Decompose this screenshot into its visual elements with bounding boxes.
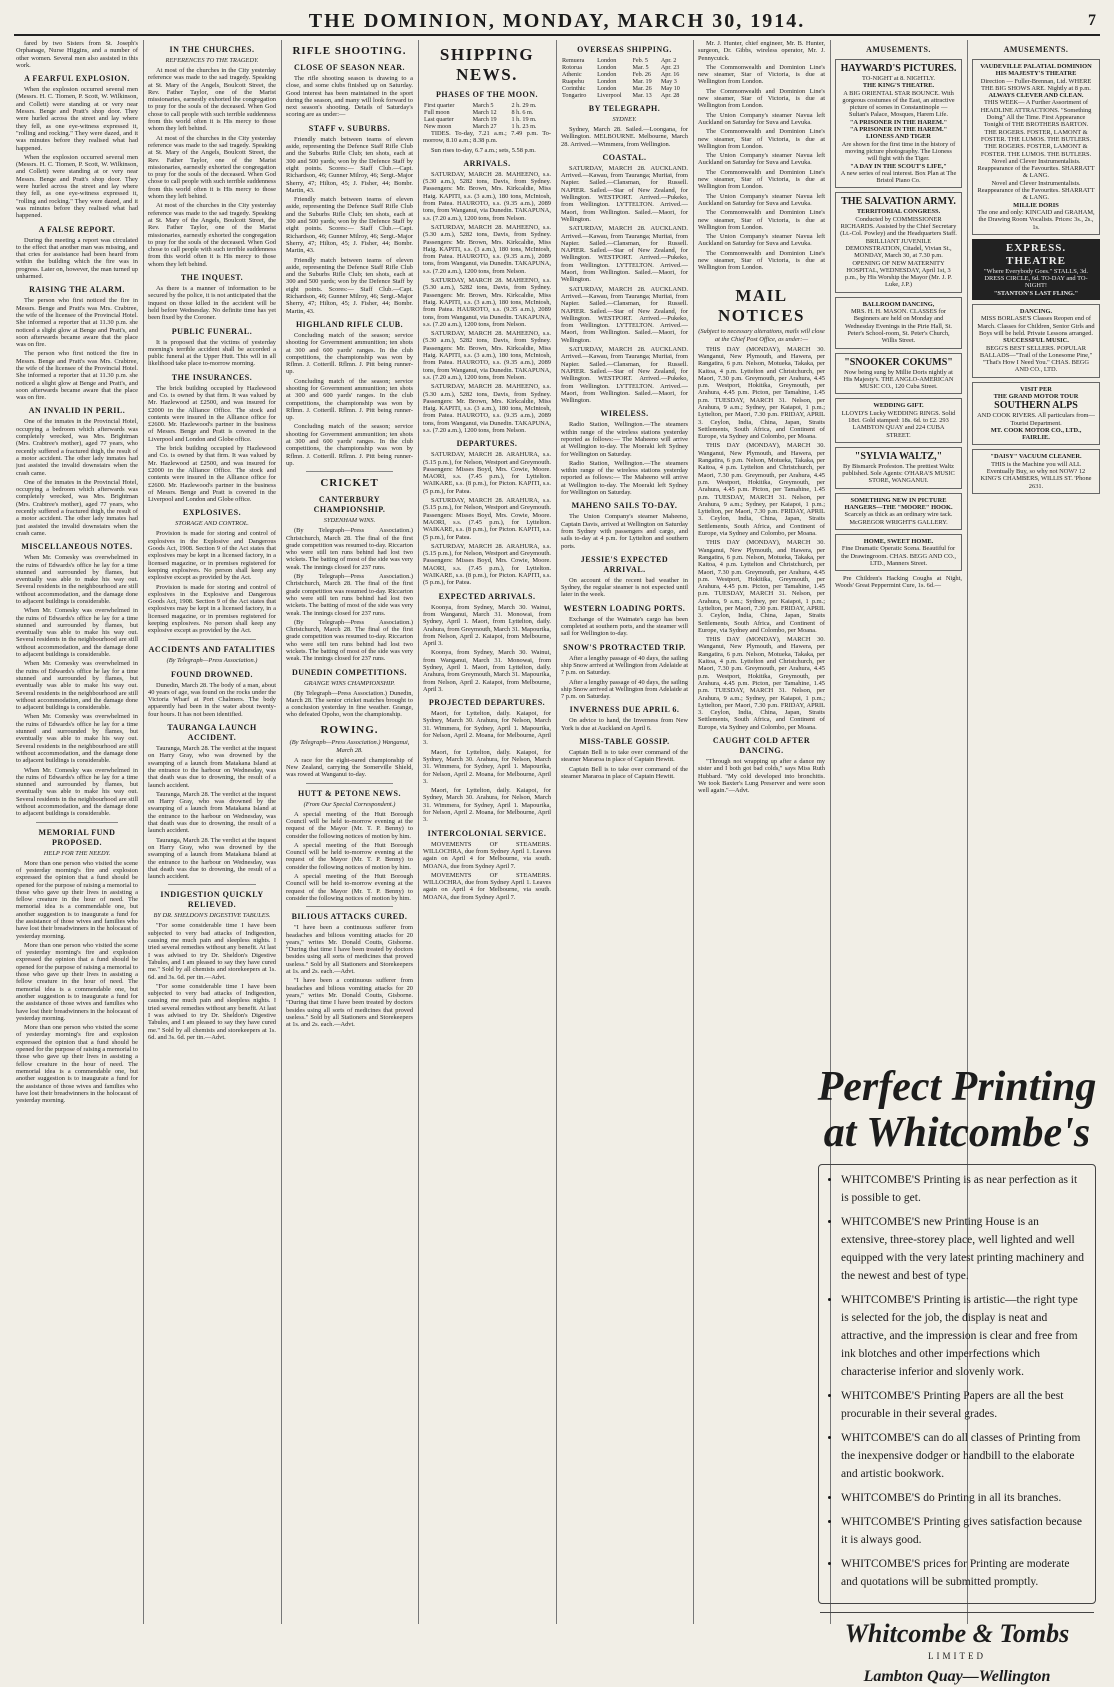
article-body: SATURDAY, MARCH 28. AUCKLAND. Arrived.—Kawau, from Tauranga; Muritai, from Napier. Sailed.—Clansman, for Russell. NAPIER. Sailed.—Star of New Zealand, for Wellington. WESTPORT. Arrived.—Pukeko, from Wellington. LYTTELTON. Arrived.—Maori, from Wellington. Sailed.—Maori, for Wellington. <box>561 346 688 405</box>
article-body: Concluding match of the season; service shooting for Government ammunition; ten shots at 300 and 600 yards' ranges. In the club competitions, the championship was won by Rflmn. J. Cotterill. Rflmn. J. Pitt being runner-up. <box>286 377 413 422</box>
divider <box>306 471 393 472</box>
section-heading: JESSIE'S EXPECTED ARRIVAL. <box>580 554 669 574</box>
section-heading: HUTT & PETONE NEWS. <box>297 788 401 798</box>
ad-title: VAUDEVILLE PALATIAL DOMINION HIS MAJESTY'S THEATRE <box>980 63 1092 78</box>
ad-body: AND COOK RIVERS. All particulars from— Tourist Department. <box>977 412 1095 427</box>
moon-phases-table <box>423 102 551 130</box>
column-5 <box>561 40 688 1624</box>
section-heading: BY TELEGRAPH. <box>588 104 661 113</box>
column-4 <box>423 40 551 1624</box>
column-rule <box>693 40 694 1624</box>
article-body: On advice to hand, the Inverness from New York is due at Auckland on April 6. <box>561 717 688 732</box>
table-row: Corinthic London Mar. 26 May 10 <box>562 85 680 92</box>
article-body: The Commonwealth and Dominion Line's new steamer, Star of Victoria, is due at Wellington from London. <box>698 249 825 272</box>
article-body: (By Telegraph—Press Association.) Christchurch, March 28. The final of the first grade competition was resumed to-day. Riccarton who were still ten runs behind had lost two wickets. The batting of most of the side was very weak. The innings closed for 237 runs. <box>286 527 413 571</box>
ad-body: THE ROGERS. FOSTER, LAMONT & FOSTER. THE LUMOS. THE BUTLERS. <box>980 143 1092 158</box>
page-number: 7 <box>1088 12 1096 29</box>
article-body: Exchange of the Waimate's cargo has been completed at southern ports, and the steamer will sail for Wellington to-day. <box>561 615 688 638</box>
article-body: Friendly match between teams of eleven aside, representing the Defence Staff Rifle Club and the Suburbs Rifle Club; ten shots, each at 300 and 500 yards; won by the Defence Staff by eight points. Scores:— Staff Club.—Capt. Richardson, 46; Gunner Milroy, 46; Sergt.-Major Sherry, 47; Hilton, 45; J. Fisher, 44; Bombr. Martin, 43. <box>286 135 413 194</box>
divider <box>36 822 118 823</box>
section-subheading: (By Telegraph—Press Association.) <box>166 656 258 664</box>
article-body: More than one person who visited the scene of yesterday morning's fire and explosion expressed the opinion that a fund should be opened for the purpose of raising a memorial to those who gave up their lives in assisting a fellow creature in the hour of need. The memorial idea is a commendable one, but another suggestion is to inaugurate a fund for the assistance of those wives and families who have lost their breadwinners in the holocaust of yesterday morning. <box>16 859 138 940</box>
mail-notices-body: THIS DAY (MONDAY), MARCH 30. Wanganui, New Plymouth, and Hawera, per Rangatira, 6 p.m. Nelson, Motueka, Takaka, per Kaitoa, 4 p.m. Lyttelton and Christchurch, per Maori, 7.30 p.m. Greymouth, per Arahura, 4.45 p.m. Westport, Hokitika, Greymouth, per Arahura, 4.45 p.m. Picton, per Tamahine, 1.45 p.m. TUESDAY, MARCH 31. Nelson, per Arahura, 9 a.m.; Sydney, per Kaiapoi, 1 p.m.; Lyttelton, per Maori, 7.30 p.m. FRIDAY, APRIL 3. Ceylon, India, China, Japan, Straits Settlements, South Africa, and Continent of Europe, via Sydney and Colombo, per Moana. <box>698 636 825 731</box>
article-body: (By Telegraph—Press Association.) Christchurch, March 28. The final of the first grade competition was resumed to-day. Riccarton who were still ten runs behind had lost two wickets. The batting of most of the side was very weak. The innings closed for 237 runs. <box>286 618 413 663</box>
section-subheading: (Subject to necessary alterations, mails will close at the Chief Post Office, as under:— <box>698 327 825 343</box>
article-body: The person who first noticed the fire in Messrs. Benge and Pratt's was Mrs. Crabtree, the wife of the licensee of the Provincial Hotel. She informed a reporter that at 11.30 p.m. she noticed a slight glow at Benge and Pratt's, and soon afterwards became aware that the place was on fire. <box>16 297 138 349</box>
advertisement <box>835 192 962 292</box>
ad-bullet: • WHITCOMBE'S Printing is artistic—the right type is selected for the job, the display is neat and attractive, and the impression is clear and free from ink blotches and other imperfections which characterise inferior and slovenly work. <box>841 1291 1087 1381</box>
section-subheading: (From Our Special Correspondent.) <box>303 800 396 808</box>
ad-title: "DAISY" VACUUM CLEANER. <box>990 453 1082 461</box>
column-rule <box>556 40 557 1624</box>
ad-body: THIS WEEK— A Further Assortment of HEADLINE ATTRACTIONS. "Something Doing" All the Time. First Appearance Tonight of THE BROTHERS BARTON. <box>980 99 1092 129</box>
ad-body: Conducted by COMMISSIONER RICHARDS. Assisted by the Chief Secretary (Lt.-Col. Powley) and the Headquarters Staff. <box>840 215 957 238</box>
mail-notices-body: THIS DAY (MONDAY), MARCH 30. Wanganui, New Plymouth, and Hawera, per Rangatira, 6 p.m. Nelson, Motueka, Takaka, per Kaitoa, 4 p.m. Lyttelton and Christchurch, per Maori, 7.30 p.m. Greymouth, per Arahura, 4.45 p.m. Westport, Hokitika, Greymouth, per Arahura, 4.45 p.m. Picton, per Tamahine, 1.45 p.m. TUESDAY, MARCH 31. Nelson, per Arahura, 9 a.m.; Sydney, per Kaiapoi, 1 p.m.; Lyttelton, per Maori, 7.30 p.m. FRIDAY, APRIL 3. Ceylon, India, China, Japan, Straits Settlements, South Africa, and Continent of Europe, via Sydney and Colombo, per Moana. <box>698 539 825 634</box>
article-body: When Mr. Comesky was overwhelmed in the ruins of Edwards's office he lay for a time stunned and surrounded by flames, but eventually was able to make his way out. Several residents in the neighbourhood are still without accommodation, and the damage done to adjacent buildings is considerable. <box>16 554 138 605</box>
ad-body: The one and only: KINCAID and GRAHAM, the Drawing Room Vocalists. Prices: 3s., 2s., 1s. <box>977 208 1095 231</box>
article-body: Tauranga, March 28. The verdict at the inquest on Harry Gray, who was drowned by the swamping of a launch from Matakana Island at the entrance to the harbour on Wednesday, was that death was due to drowning, the result of a launch accident. <box>148 745 276 789</box>
section-heading: IN THE CHURCHES. <box>169 45 255 54</box>
ad-title: THE SALVATION ARMY. <box>841 196 956 208</box>
article-body: Provision is made for storing and control of explosives in the Explosive and Dangerous Goods Act, 1908. Section 9 of the Act states that explosives may be kept in a licensed factory, in a licensed magazine, or in premises registered for keeping explosives. No person shall keep any explosive except as provided by the Act. <box>148 583 276 635</box>
article-body: Sydney, March 28. Sailed.—Loongana, for Wellington. MELBOURNE. Melbourne, March 28. Arrived.—Wimmera, from Wellington. <box>561 126 688 148</box>
advertisement-body: "For some considerable time I have been subjected to very bad attacks of Indigestion, causing me much pain and sleepless nights. I tried several remedies without any benefit. At last I was advised to try Dr. Sheldon's Digestive Tabules, and I am pleased to say they have cured me." Sold by all chemists and storekeepers at 1s. 6d. and 3s. 6d. per tin.—Advt. <box>148 922 276 981</box>
ad-body: A new series of real interest. Box Plan at The Bristol Piano Co. <box>840 169 957 185</box>
advertisement <box>835 447 962 489</box>
section-heading: COASTAL. <box>602 152 647 162</box>
column-8 <box>972 40 1100 1050</box>
ad-body: "Where Everybody Goes." STALLS, 3d. DRESS CIRCLE, 6d. TO-DAY and TO-NIGHT! <box>984 267 1088 290</box>
article-body: The Union Company's steamer Maheeno, Captain Davis, arrived at Wellington on Saturday from Sydney with passengers and cargo, and sails to-day at 4 p.m. for Lyttelton and southern ports. <box>561 513 688 550</box>
advertisement <box>835 534 962 571</box>
ad-venue: THE KING'S THEATRE. <box>862 82 935 90</box>
article-body: When Mr. Comesky was overwhelmed in the ruins of Edwards's office he lay for a time stunned and surrounded by flames, but eventually was able to make his way out. Several residents in the neighbourhood are still without accommodation, and the damage done to adjacent buildings is considerable. <box>16 713 138 765</box>
ad-body: BRILLIANT JUVENILE DEMONSTRATION, Citadel, Vivian St., MONDAY, March 30, at 7.30 p.m. <box>845 237 952 260</box>
ad-body: A BIG ORIENTAL STAR BOUNCE. With gorgeous costumes of the East, an attractive picture of scenes in Constantinople — Sultan's Palace, Mosques, Harem Life. <box>842 89 955 119</box>
article-body: A special meeting of the Hutt Borough Council will be held to-morrow evening at the request of the Mayor (Mr. T. P. Benny) to consider the following notices of motion by him. <box>286 810 413 840</box>
article-body: Tauranga, March 28. The verdict at the inquest on Harry Gray, who was drowned by the swamping of a launch from Matakana Island at the entrance to the harbour on Wednesday, was that death was due to drowning, the result of a launch accident. <box>148 790 276 835</box>
article-body: The person who first noticed the fire in Messrs. Benge and Pratt's was Mrs. Crabtree, the wife of the licensee of the Provincial Hotel. She informed a reporter that at 11.30 p.m. she noticed a slight glow at Benge and Pratt's, and soon afterwards became aware that the place was on fire. <box>16 350 138 402</box>
section-heading: EXPECTED ARRIVALS. <box>438 591 536 601</box>
ad-bullet: • WHITCOMBE'S prices for Printing are moderate and quotations will be submitted promptly. <box>841 1555 1087 1591</box>
column-3 <box>286 40 413 1624</box>
section-heading: A FEARFUL EXPLOSION. <box>24 74 130 84</box>
article-body: SATURDAY, MARCH 28. MAHEENO, s.s. (5.30 a.m.), 5282 tons, Davis, from Sydney. Passengers: Mr. Brown, Mrs. Kirkcaldie, Miss Haig. KAPITI, s.s. (3 a.m.), 180 tons, McIntosh, from Patea. HAUROTO, s.s. (9.35 a.m.), 2089 tons, from Wanganui, via Dunedin. TAKAPUNA, s.s. (7.20 a.m.), 1200 tons, from Nelson. <box>423 330 551 381</box>
advertisement-body: "For some considerable time I have been subjected to very bad attacks of Indigestion, causing me much pain and sleepless nights. I tried several remedies without any benefit. At last I was advised to try Dr. Sheldon's Digestive Tabules, and I am pleased to say they have cured me." Sold by all chemists and storekeepers at 1s. 6d. and 3s. 6d. per tin.—Advt. <box>148 982 276 1041</box>
article-body: Captain Bell is to take over command of the steamer Mararoa in place of Captain Hewitt. <box>561 765 688 780</box>
section-heading: MAHENO SAILS TO-DAY. <box>571 501 678 511</box>
advertisement <box>835 297 962 349</box>
section-heading: ARRIVALS. <box>463 158 511 168</box>
ad-bullet: • WHITCOMBE'S Printing is as near perfection as it is possible to get. <box>841 1171 1087 1207</box>
section-heading: STAFF v. SUBURBS. <box>308 123 391 133</box>
article-body: The brick building occupied by Hazlewood and Co. is owned by that firm. It was valued by Mr. Hazlewood at £2500, and was insured for £2000 in the Alliance Office. The stock and contents were insured in the Alliance office for £2600. Mr. Hazlewood's partner in the business of Messrs. Benge and Pratt is covered in the Liverpool and London and Globe office. <box>148 445 276 504</box>
section-heading: CANTERBURY CHAMPIONSHIP. <box>313 495 386 515</box>
article-body: After a lengthy passage of 40 days, the sailing ship Snow arrived at Wellington from Adelaide at 7 p.m. on Saturday. <box>561 678 688 701</box>
masthead <box>14 4 1100 36</box>
article-body: The brick building occupied by Hazlewood and Co. is owned by that firm. It was valued by Mr. Hazlewood at £2500, and was insured for £2000 in the Alliance Office. The stock and contents were insured in the Alliance office for £2600. Mr. Hazlewood's partner in the business of Messrs. Benge and Pratt is covered in the Liverpool and London and Globe office. <box>148 384 276 443</box>
advertisement <box>972 239 1100 300</box>
article-body: After a lengthy passage of 40 days, the sailing ship Snow arrived at Wellington from Adelaide at 7 p.m. on Saturday. <box>561 654 688 677</box>
section-heading: ROWING. <box>320 723 379 736</box>
ad-subtitle: Direction — Fuller-Brennan, Ltd. WHERE THE BIG SHOWS ARE. Nightly at 8 p.m. <box>980 77 1092 92</box>
article-body: Maori, for Lyttelton, daily. Kaiapoi, for Sydney, March 30. Arahura, for Nelson, March 31. Wimmera, for Sydney, April 1. Mapourika, for Nelson, April 2. Moana, for Melbourne, April 3. <box>423 787 551 824</box>
ad-title: VISIT PER <box>1020 385 1052 393</box>
section-heading: FOUND DROWNED. <box>170 669 254 679</box>
table-row: Tongariro Liverpool Mar. 13 Apr. 28 <box>562 92 680 99</box>
section-heading: THE INQUEST. <box>180 273 244 283</box>
article-body: Koonya, from Sydney, March 30. Wainui, from Wanganui, March 31. Monowai, from Sydney, April 1. Maori, from Lyttelton, daily. Arahura, from Greymouth, March 31. Mapourika, from Nelson, April 2. Kaiapoi, from Melbourne, April 3. <box>423 649 551 693</box>
ad-body: THIS is the Machine you will ALL Eventually Buy, so why not NOW? 12 KING'S CHAMBERS, WILLIS ST. 'Phone 2631. <box>980 460 1092 490</box>
section-heading: EXPLOSIVES. <box>182 508 242 518</box>
printing-advertisement <box>812 1058 1102 1685</box>
ad-body: By Bismarck Profeston. The prettiest Waltz published. Sole Agents: O'HARA'S MUSIC STORE, WANGANUI. <box>842 462 955 485</box>
ad-body: OPENING OF NEW MATERNITY HOSPITAL, WEDNESDAY, April 1st, 3 p.m., by His Worship the Mayor (Mr. J. P. Luke, J.P.) <box>845 259 952 289</box>
article-body: Concluding match of the season; service shooting for Government ammunition; ten shots at 300 and 600 yards' ranges. In the club competitions, the championship was won by Rflmn. J. Cotterill. Rflmn. J. Pitt being runner-up. <box>286 331 413 376</box>
advertisement-body: "I have been a continuous sufferer from headaches and bilious vomiting attacks for 20 years," writes Mr. Donald Coutts, Gisborne. "During that time I have been treated by doctors besides using all sorts of medicines that proved useless." Sold by all Stationers and Storekeepers at 1s. and 2s. each.—Advt. <box>286 924 413 976</box>
article-body: MOVEMENTS OF STEAMERS. WILLOCHRA, due from Sydney April 1. Leaves again on April 4 for Melbourne, via south. MOANA, due from Sydney April 7. <box>423 871 551 901</box>
ad-body: MISS BORLASE'S Classes Reopen end of March. Classes for Children, Senior Girls and Boys will be held. Private Lessons arranged. <box>977 315 1095 337</box>
article-body: During the meeting a report was circulated to the effect that another man was missing, and that cries for assistance had been heard from within the building which the fire was in progress. Later on, however, the man turned up unharmed. <box>16 236 138 281</box>
advertisement <box>972 59 1100 235</box>
article-body: The Commonwealth and Dominion Line's new steamer, Star of Victoria, is due at Wellington from London. <box>698 168 825 191</box>
ad-body: MRS. H. H. MASON. CLASSES for Beginners are held on Monday and Wednesday Evenings in the Pirie Hall, St. Peter's School-room, St. Peter's Church, Willis Street. <box>844 308 953 345</box>
ad-feature: "A DAY IN THE SCOUT'S LIFE," <box>850 162 947 170</box>
article-body: (By Telegraph—Press Association.) Christchurch, March 28. The final of the first grade competition was resumed to-day. Riccarton who were still ten runs behind had lost two wickets. The batting of most of the side was very weak. The innings closed for 237 runs. <box>286 573 413 617</box>
article-body: Captain Bell is to take over command of the steamer Mararoa in place of Captain Hewitt. <box>561 749 688 764</box>
article-body: Radio Station, Wellington.—The steamers within range of the wireless stations yesterday reported as follows:— The Maheeno will arrive at Wellington to-day. The Moeraki left Sydney for Wellington on Saturday. <box>561 421 688 458</box>
article-body: SATURDAY, MARCH 28. MAHEENO, s.s. (5.30 a.m.), 5282 tons, Davis, from Sydney. Passengers: Mr. Brown, Mrs. Kirkcaldie, Miss Haig. KAPITI, s.s. (3 a.m.), 180 tons, McIntosh, from Patea. HAUROTO, s.s. (9.35 a.m.), 2089 tons, from Wanganui, via Dunedin. TAKAPUNA, s.s. (7.20 a.m.), 1200 tons, from Nelson. <box>423 383 551 434</box>
section-subheading: REFERENCES TO THE TRAGEDY. <box>165 57 259 64</box>
column-6 <box>698 40 825 1624</box>
divider <box>306 783 393 784</box>
advertisement <box>972 449 1100 493</box>
mail-notices-body: THIS DAY (MONDAY), MARCH 30. Wanganui, New Plymouth, and Hawera, per Rangatira, 6 p.m. Nelson, Motueka, Takaka, per Kaitoa, 4 p.m. Lyttelton and Christchurch, per Maori, 7.30 p.m. Greymouth, per Arahura, 4.45 p.m. Westport, Hokitika, Greymouth, per Arahura, 4.45 p.m. Picton, per Tamahine, 1.45 p.m. TUESDAY, MARCH 31. Nelson, per Arahura, 9 a.m.; Sydney, per Kaiapoi, 1 p.m.; Lyttelton, per Maori, 7.30 p.m. FRIDAY, APRIL 3. Ceylon, India, China, Japan, Straits Settlements, South Africa, and Continent of Europe, via Sydney and Colombo, per Moana. <box>698 442 825 538</box>
section-heading: CRICKET <box>320 477 379 490</box>
advertisement <box>972 304 1100 378</box>
article-body: SATURDAY, MARCH 28. MAHEENO, s.s. (5.30 a.m.), 5282 tons, Davis, from Sydney. Passengers: Mr. Brown, Mrs. Kirkcaldie, Miss Haig. KAPITI, s.s. (3 a.m.), 180 tons, McIntosh, from Patea. HAUROTO, s.s. (9.35 a.m.), 2089 tons, from Wanganui, via Dunedin. TAKAPUNA, s.s. (7.20 a.m.), 1200 tons, from Nelson. <box>423 223 551 275</box>
article-body: Tauranga, March 28. The verdict at the inquest on Harry Gray, who was drowned by the swamping of a launch from Matakana Island at the entrance to the harbour on Wednesday, was that death was due to drowning, the result of a launch accident. <box>148 836 276 881</box>
ad-feature: MILLIE DORIS <box>1013 201 1059 209</box>
article-body: Maori, for Lyttelton, daily. Kaiapoi, for Sydney, March 30. Arahura, for Nelson, March 31. Wimmera, for Sydney, April 1. Mapourika, for Nelson, April 2. Moana, for Melbourne, April 3. <box>423 710 551 747</box>
ad-title: HAYWARD'S PICTURES. <box>840 63 957 74</box>
tides-text: TIDES. To-day, 7.21 a.m.; 7.49 p.m. To-morrow, 8.10 a.m.; 8.38 p.m. <box>423 130 551 145</box>
article-body: Concluding match of the season; service shooting for Government ammunition; ten shots at 300 and 600 yards' ranges. In the club competitions, the championship was won by Rflmn. J. Cotterill. Rflmn. J. Pitt being runner-up. <box>286 423 413 467</box>
ad-body: LLOYD'S Lucky WEDDING RINGS. Solid 18ct. Gold stamped: 18s. 6d. to £2. 293 LAMBTON QUAY and 224 CUBA STREET. <box>841 409 956 439</box>
column-1 <box>16 40 138 1624</box>
article-body: SATURDAY, MARCH 28. MAHEENO, s.s. (5.30 a.m.), 5282 tons, Davis, from Sydney. Passengers: Mr. Brown, Mrs. Kirkcaldie, Miss Haig. KAPITI, s.s. (3 a.m.), 180 tons, McIntosh, from Patea. HAUROTO, s.s. (9.35 a.m.), 2089 tons, from Wanganui, via Dunedin. TAKAPUNA, s.s. (7.20 a.m.), 1200 tons, from Nelson. <box>423 277 551 328</box>
advertisement <box>835 59 962 188</box>
ad-title: HOME, SWEET HOME. <box>863 537 934 545</box>
article-body: A special meeting of the Hutt Borough Council will be held to-morrow evening at the request of the Mayor (Mr. T. P. Benny) to consider the following notices of motion by him. <box>286 873 413 902</box>
section-heading: INVERNESS DUE APRIL 6. <box>569 705 680 715</box>
article-body: SATURDAY, MARCH 28. AUCKLAND. Arrived.—Kawau, from Tauranga; Muritai, from Napier. Sailed.—Clansman, for Russell. NAPIER. Sailed.—Star of New Zealand, for Wellington. WESTPORT. Arrived.—Pukeko, from Wellington. LYTTELTON. Arrived.—Maori, from Wellington. Sailed.—Maori, for Wellington. <box>561 164 688 223</box>
table-row: First quarter March 5 2 h. 29 m. <box>424 102 537 109</box>
section-heading: MEMORIAL FUND PROPOSED. <box>38 827 116 847</box>
article-body: When the explosion occurred several men (Messrs. H. C. Tiomen, P. Scott, W. Wilkinson, and Collett) were standing at or very near Messrs. Benge and Pratt's shop door. They were hurled across the street and lay where they fell, as one eye-witness expressed it, "rolling and rocking." They were dazed, and it was minutes before they realised what had happened. <box>16 86 138 152</box>
article-body: When Mr. Comesky was overwhelmed in the ruins of Edwards's office he lay for a time stunned and surrounded by flames, but eventually was able to make his way out. Several residents in the neighbourhood are still without accommodation, and the damage done to adjacent buildings is considerable. <box>16 766 138 818</box>
article-body: SATURDAY, MARCH 28. ARAHURA, s.s. (5.15 p.m.), for Nelson, Westport and Greymouth. Passengers: Misses Boyd, Mrs. Cowie, Moore. MAORI, s.s. (7.45 p.m.), for Lyttelton. WAIKARE, s.s. (8 p.m.), for Picton. KAPITI, s.s. (5 p.m.), for Patea. <box>423 497 551 541</box>
section-heading: HIGHLAND RIFLE CLUB. <box>295 319 404 329</box>
section-heading: A FALSE REPORT. <box>38 224 116 234</box>
article-body: The Union Company's steamer Navua left Auckland on Saturday for Suva and Levuka. <box>698 152 825 167</box>
advertisement <box>972 382 1100 446</box>
table-row: Last quarter March 19 1 h. 19 m. <box>424 116 537 123</box>
ad-bullet: • WHITCOMBE'S Printing gives satisfaction because it is always good. <box>841 1513 1087 1549</box>
article-body: One of the inmates in the Provincial Hotel, occupying a bedroom which afterwards was completely wrecked, was Mrs. Brightman (Mrs. Crabtree's mother), aged 77 years, who recently suffered a fractured thigh, the result of a motor accident. The other lady inmates had just assisted the invalid downstairs when the crash came. <box>16 478 138 537</box>
article-body: When Mr. Comesky was overwhelmed in the ruins of Edwards's office he lay for a time stunned and surrounded by flames, but eventually was able to make his way out. Several residents in the neighbourhood are still without accommodation, and the damage done to adjacent buildings is considerable. <box>16 607 138 659</box>
article-body: SATURDAY, MARCH 28. MAHEENO, s.s. (5.30 a.m.), 5282 tons, Davis, from Sydney. Passengers: Mr. Brown, Mrs. Kirkcaldie, Miss Haig. KAPITI, s.s. (3 a.m.), 180 tons, McIntosh, from Patea. HAUROTO, s.s. (9.35 a.m.), 2089 tons, from Wanganui, via Dunedin. TAKAPUNA, s.s. (7.20 a.m.), 1200 tons, from Nelson. <box>423 170 551 222</box>
overseas-shipping-table <box>561 57 688 99</box>
ad-body: THE ROGERS. FOSTER, LAMONT & FOSTER. THE LUMOS. THE BUTLERS. <box>980 128 1092 143</box>
table-row: Ruapehu London Mar. 19 May 3 <box>562 78 677 85</box>
ad-bullet: • WHITCOMBE'S Printing Papers are all the best procurable in their several grades. <box>841 1387 1087 1423</box>
advertisement-body: "Through not wrapping up after a dance my sister and I both got bad colds," says Miss Ruth Hubbard. "My cold developed into bronchitis. We took Baxter's Lung Preserver and were soon well again."—Advt. <box>698 758 825 795</box>
section-heading: INDIGESTION QUICKLY RELIEVED. <box>160 890 264 910</box>
article-body: The Commonwealth and Dominion Line's new steamer, Star of Victoria, is due at Wellington from London. <box>698 209 825 231</box>
section-heading: OVERSEAS SHIPPING. <box>577 45 672 54</box>
ad-title: WEDDING GIFT. <box>873 402 924 410</box>
article-body: More than one person who visited the scene of yesterday morning's fire and explosion expressed the opinion that a fund should be opened for the purpose of raising a memorial to those who gave up their lives in assisting a fellow creature in the hour of need. The memorial idea is a commendable one, but another suggestion is to inaugurate a fund for the assistance of those wives and families who have lost their breadwinners in the holocaust of yesterday morning. <box>16 1024 138 1105</box>
section-heading: PUBLIC FUNERAL. <box>171 326 253 336</box>
section-heading: INTERCOLONIAL SERVICE. <box>427 828 547 838</box>
section-subheading: SYDENHAM WINS. <box>323 517 376 525</box>
section-heading: ACCIDENTS AND FATALITIES <box>148 644 276 654</box>
advertisement-body: "I have been a continuous sufferer from headaches and bilious vomiting attacks for 20 years," writes Mr. Donald Coutts, Gisborne. "During that time I have been treated by doctors besides using all sorts of medicines that proved useless." Sold by all Stationers and Storekeepers at 1s. and 2s. each.—Advt. <box>286 977 413 1029</box>
section-subheading: BY DR. SHELDON'S DIGESTIVE TABULES. <box>153 912 271 920</box>
ad-feature: "A PRISONER IN THE HAREM." <box>849 118 948 126</box>
article-body: Maori, for Lyttelton, daily. Kaiapoi, for Sydney, March 30. Arahura, for Nelson, March 31. Wimmera, for Sydney, April 1. Mapourika, for Nelson, April 2. Moana, for Melbourne, April 3. <box>423 748 551 785</box>
section-heading: PROJECTED DEPARTURES. <box>428 698 546 708</box>
column-rule <box>418 40 419 1624</box>
ad-title: THE GRAND MOTOR TOUR <box>993 392 1079 400</box>
table-row: Full moon March 12 8 h. 6 m. <box>424 109 534 116</box>
section-heading: AMUSEMENTS. <box>866 45 931 54</box>
advertisement <box>835 353 962 395</box>
article-body: A special meeting of the Hutt Borough Council will be held to-morrow evening at the request of the Mayor (Mr. T. P. Benny) to consider the following notices of motion by him. <box>286 841 413 871</box>
section-subheading: HELP FOR THE NEEDY. <box>43 849 111 857</box>
ad-body: Novel and Clever Instrumentalists. Reappearance of the Favourites. SHARRATT & LANG. <box>977 157 1095 180</box>
section-heading: WESTERN LOADING PORTS. <box>563 603 686 613</box>
firm-suffix: LIMITED <box>928 1651 986 1661</box>
ad-headline: Perfect Printing <box>817 1064 1097 1110</box>
ad-bullet: • WHITCOMBE'S new Printing House is an extensive, three-storey place, well lighted and well equipped with the very latest printing machinery and the newest and best of type. <box>841 1213 1087 1285</box>
section-heading: MISS-TABLE GOSSIP. <box>579 737 670 746</box>
ad-body: Fine Dramatic Operatic Scena. Beautiful for the Drawingroom. CHAS. BEGG AND CO., LTD., Manners Street. <box>841 545 956 567</box>
firm-location: Lambton Quay—Wellington <box>863 1668 1051 1685</box>
ad-title: "SYLVIA WALTZ," <box>854 450 943 462</box>
section-heading: CAUGHT COLD AFTER DANCING. <box>712 736 811 756</box>
article-body: SATURDAY, MARCH 28. AUCKLAND. Arrived.—Kawau, from Tauranga; Muritai, from Napier. Sailed.—Clansman, for Russell. NAPIER. Sailed.—Star of New Zealand, for Wellington. WESTPORT. Arrived.—Pukeko, from Wellington. LYTTELTON. Arrived.—Maori, from Wellington. Sailed.—Maori, for Wellington. <box>561 285 688 344</box>
section-heading: DUNEDIN COMPETITIONS. <box>292 667 407 677</box>
article-body: Radio Station, Wellington.—The steamers within range of the wireless stations yesterday reported as follows:— The Maheeno will arrive at Wellington to-day. The Moeraki left Sydney for Wellington on Saturday. <box>561 459 688 497</box>
firm-name: Whitcombe & Tombs <box>820 1612 1094 1649</box>
article-body: As there is a manner of information to be secured by the police, it is not anticipated that the inquest on those killed in the accident will be held before Wednesday. No definite time has yet been fixed by the Coroner. <box>148 285 276 322</box>
article-body: Dunedin, March 28. The body of a man, about 40 years of age, was found on the rocks under the Victoria Wharf at Port Chalmers. The body apparently had been in the water about twenty-four hours. It has not been identified. <box>148 681 276 718</box>
article-body: Friendly match between teams of eleven aside, representing the Defence Staff Rifle Club and the Suburbs Rifle Club; ten shots, each at 300 and 500 yards; won by the Defence Staff by eight points. Scores:— Staff Club.—Capt. Richardson, 46; Gunner Milroy, 46; Sergt.-Major Sherry, 47; Hilton, 45; J. Fisher, 44; Bombr. Martin, 43. <box>286 256 413 315</box>
article-body: At most of the churches in the City yesterday reference was made to the sad tragedy. Speaking at St. Mary of the Angels, Boulcott Street, the Rev. Father Taylor, one of the Marist missionaries, earnestly exhorted the congregation to pray for the souls of the deceased. When God chose to call people with such terrible suddenness from this world often it is His mercy to those whom they left behind. <box>148 202 276 268</box>
column-2 <box>148 40 276 1624</box>
article-body: The Union Company's steamer Navua left Auckland on Saturday for Suva and Levuka. <box>698 192 825 207</box>
ad-body: Are shown for the first time in the history of moving picture photography. The Lioness will fight with the Tiger. <box>841 140 956 163</box>
section-subheading: GRANGE WINS CHAMPIONSHIP. <box>304 679 395 687</box>
table-row: Remuera London Feb. 5 Apr. 2 <box>562 57 677 64</box>
ad-body: Now being sung by Millie Doris nightly at His Majesty's. THE ANGLO-AMERICAN MUSIC CO., 120 Cuba Street. <box>843 368 954 391</box>
article-body: The rifle shooting season is drawing to a close, and some clubs finished up on Saturday. Good interest has been maintained in the sport during the season, and many will look forward to next season's shooting. Details of Saturday's scoring are as under:— <box>286 75 413 119</box>
ad-title: SUCCESSFUL MUSIC. <box>1003 337 1069 345</box>
section-heading: AN INVALID IN PERIL. <box>28 406 126 416</box>
ad-headline: at Whitcombe's <box>823 1110 1091 1156</box>
article-body: When Mr. Comesky was overwhelmed in the ruins of Edwards's office he lay for a time stunned and surrounded by flames, but eventually was able to make his way out. Several residents in the neighbourhood are still without accommodation, and the damage done to adjacent buildings is considerable. <box>16 660 138 712</box>
ad-body: Scarcely as thick as an ordinary wire tack. McGREGOR WRIGHT'S GALLERY. <box>844 511 953 526</box>
section-subheading: SYDNEY. <box>612 116 637 123</box>
article-body: SATURDAY, MARCH 28. AUCKLAND. Arrived.—Kawau, from Tauranga; Muritai, from Napier. Sailed.—Clansman, for Russell. NAPIER. Sailed.—Star of New Zealand, for Wellington. WESTPORT. Arrived.—Pukeko, from Wellington. LYTTELTON. Arrived.—Maori, from Wellington. Sailed.—Maori, for Wellington. <box>561 225 688 284</box>
ad-body: Novel and Clever Instrumentalists. Reappearance of the Favourites. SHARRATT & LANG. <box>977 179 1095 202</box>
section-heading: MAIL NOTICES <box>717 285 806 325</box>
section-subheading: STORAGE AND CONTROL. <box>175 520 249 528</box>
section-subheading: PHASES OF THE MOON. <box>436 90 538 99</box>
section-heading: SNOW'S PROTRACTED TRIP. <box>563 642 686 652</box>
divider <box>306 906 393 907</box>
section-heading: WIRELESS. <box>600 409 649 419</box>
article-body: Mr. J. Hunter, chief engineer, Mr. B. Hunter, surgeon, Dr. Gibbs, wireless operator, Mr. J. Pennycuick. <box>698 40 825 62</box>
ad-title: EXPRESS. THEATRE <box>1005 241 1067 267</box>
ad-bullet-list <box>827 1171 1087 1591</box>
advertisement <box>835 398 962 442</box>
section-heading: RIFLE SHOOTING. <box>292 45 407 57</box>
ad-bullet: • WHITCOMBE'S do Printing in all its branches. <box>841 1489 1087 1507</box>
article-body: At most of the churches in the City yesterday reference was made to the sad tragedy. Speaking at St. Mary of the Angels, Boulcott Street, the Rev. Father Taylor, one of the Marist missionaries, earnestly exhorted the congregation to pray for the souls of the deceased. When God chose to call people with such terrible suddenness from this world often it is His mercy to those whom they left behind. <box>148 67 276 133</box>
article-body: The Union Company's steamer Navua left Auckland on Saturday for Suva and Levuka. <box>698 233 825 248</box>
ad-bullet: • WHITCOMBE'S can do all classes of Printing from the inexpensive dodger or handbill to the elaborate and artistic bookwork. <box>841 1429 1087 1483</box>
ad-feature: LIONESS AND TIGER <box>866 133 931 141</box>
article-continuation: fared by two Sisters from St. Joseph's Orphanage, Nurse Higgins, and a number of other women. Several men also assisted in this work. <box>16 40 138 69</box>
table-row: Athenic London Feb. 26 Apr. 16 <box>562 71 680 78</box>
ad-subtitle: TERRITORIAL CONGRESS. <box>856 208 941 216</box>
article-body: Friendly match between teams of eleven aside, representing the Defence Staff Rifle Club and the Suburbs Rifle Club; ten shots, each at 300 and 500 yards; won by the Defence Staff by eight points. Scores:— Staff Club.—Capt. Richardson, 46; Gunner Milroy, 46; Sergt.-Major Sherry, 47; Hilton, 45; J. Fisher, 44; Bombr. Martin, 43. <box>286 196 413 255</box>
section-heading: AMUSEMENTS. <box>1003 45 1069 54</box>
ad-bullet-box <box>818 1164 1096 1604</box>
article-body: One of the inmates in the Provincial Hotel, occupying a bedroom which afterwards was completely wrecked, was Mrs. Brightman (Mrs. Crabtree's mother), aged 77 years, who recently suffered a fractured thigh, the result of a motor accident. The other lady inmates had just assisted the invalid downstairs when the crash came. <box>16 418 138 477</box>
article-body: SATURDAY, MARCH 28. ARAHURA, s.s. (5.15 p.m.), for Nelson, Westport and Greymouth. Passengers: Misses Boyd, Mrs. Cowie, Moore. MAORI, s.s. (7.45 p.m.), for Lyttelton. WAIKARE, s.s. (8 p.m.), for Picton. KAPITI, s.s. (5 p.m.), for Patea. <box>423 542 551 587</box>
article-body: More than one person who visited the scene of yesterday morning's fire and explosion expressed the opinion that a fund should be opened for the purpose of raising a memorial to those who gave up their lives in assisting a fellow creature in the hour of need. The memorial idea is a commendable one, but another suggestion is to inaugurate a fund for the assistance of those wives and families who have lost their breadwinners in the holocaust of yesterday morning. <box>16 941 138 1022</box>
section-heading: TAURANGA LAUNCH ACCIDENT. <box>167 723 257 743</box>
mail-notices-body: THIS DAY (MONDAY), MARCH 30. Wanganui, New Plymouth, and Hawera, per Rangatira, 6 p.m. Nelson, Motueka, Takaka, per Kaitoa, 4 p.m. Lyttelton and Christchurch, per Maori, 7.30 p.m. Greymouth, per Arahura, 4.45 p.m. Westport, Hokitika, Greymouth, per Arahura, 4.45 p.m. Picton, per Tamahine, 1.45 p.m. TUESDAY, MARCH 31. Nelson, per Arahura, 9 a.m.; Sydney, per Kaiapoi, 1 p.m.; Lyttelton, per Maori, 7.30 p.m. FRIDAY, APRIL 3. Ceylon, India, China, Japan, Straits Settlements, South Africa, and Continent of Europe, via Sydney and Colombo, per Moana. <box>698 345 825 441</box>
column-rule <box>143 40 144 1624</box>
ad-feature: "A PRISONER IN THE HAREM." <box>849 126 948 134</box>
article-body: The Commonwealth and Dominion Line's new steamer, Star of Victoria, is due at Wellington from London. <box>698 128 825 150</box>
article-body: The Commonwealth and Dominion Line's new steamer, Star of Victoria, is due at Wellington from London. <box>698 87 825 110</box>
ad-subtitle: TO-NIGHT at 8. NIGHTLY. <box>861 75 936 82</box>
ad-feature: "STANTON'S LAST FLING." <box>993 289 1079 297</box>
ad-title: BALLROOM DANCING, <box>862 300 935 308</box>
sun-text: Sun rises to-day, 6.7 a.m.; sets, 5.58 p.m. <box>431 146 536 154</box>
newspaper-title: THE DOMINION, MONDAY, MARCH 30, 1914. <box>308 10 806 32</box>
section-heading: DEPARTURES. <box>456 439 518 449</box>
column-rule <box>281 40 282 1624</box>
section-heading: THE INSURANCES. <box>171 372 253 382</box>
ad-title: SOUTHERN ALPS <box>994 400 1078 412</box>
article-body: At most of the churches in the City yesterday reference was made to the sad tragedy. Speaking at St. Mary of the Angels, Boulcott Street, the Rev. Father Taylor, one of the Marist missionaries, earnestly exhorted the congregation to pray for the souls of the deceased. When God chose to call people with such terrible suddenness from this world often it is His mercy to those whom they left behind. <box>148 134 276 201</box>
ad-feature: ALWAYS CLEVER AND CLEAN. <box>988 92 1084 100</box>
divider <box>168 639 256 640</box>
ad-title: "SNOOKER COKUMS" <box>844 356 953 368</box>
article-body: The Union Company's steamer Navua left Auckland on Saturday for Suva and Levuka. <box>698 111 825 126</box>
advertisement-body: Pre Children's Hacking Coughs at Night, Woods' Great Peppermint Cure, 1s. 6d.— <box>835 575 962 590</box>
table-row: New moon March 27 1 h. 23 m. <box>424 123 537 130</box>
table-row: Rotorua London Mar. 5 Apr. 23 <box>562 64 680 71</box>
section-subheading: CLOSE OF SEASON NEAR. <box>293 63 406 72</box>
section-heading: RAISING THE ALARM. <box>29 285 125 295</box>
article-body: A race for the eight-oared championship of New Zealand, carrying the Somerville Shield, was rowed at Wanganui to-day. <box>286 756 413 779</box>
ad-title: SOMETHING NEW IN PICTURE HANGERS—THE "MOORE" HOOK. <box>844 496 953 512</box>
article-body: Koonya, from Sydney, March 30. Wainui, from Wanganui, March 31. Monowai, from Sydney, April 1. Maori, from Lyttelton, daily. Arahura, from Greymouth, March 31. Mapourika, from Nelson, April 2. Kaiapoi, from Melbourne, April 3. <box>423 603 551 648</box>
article-body: The Commonwealth and Dominion Line's new steamer, Star of Victoria, is due at Wellington from London. <box>698 63 825 86</box>
section-heading: SHIPPING NEWS. <box>439 45 535 84</box>
article-body: It is proposed that the victims of yesterday morning's terrible accident shall be accorded a public funeral at the Upper Hutt. This will in all likelihood take place to-morrow morning. <box>148 338 276 368</box>
ad-title: DANCING. <box>1019 308 1053 316</box>
advertisement <box>835 493 962 530</box>
article-body: SATURDAY, MARCH 28. ARAHURA, s.s. (5.15 p.m.), for Nelson, Westport and Greymouth. Passengers: Misses Boyd, Mrs. Cowie, Moore. MAORI, s.s. (7.45 p.m.), for Lyttelton. WAIKARE, s.s. (8 p.m.), for Picton. KAPITI, s.s. (5 p.m.), for Patea. <box>423 451 551 495</box>
ad-body: BEGG'S BEST SELLERS. POPULAR BALLADS—"Trail of the Lonesome Pine," "That's How I Need You." CHAS. BEGG AND CO., LTD. <box>979 344 1093 374</box>
ad-body: MT. COOK MOTOR CO., LTD., FAIRLIE. <box>990 426 1082 442</box>
article-body: Provision is made for storing and control of explosives in the Explosive and Dangerous Goods Act, 1908. Section 9 of the Act states that explosives may be kept in a licensed factory, in a licensed magazine, or in premises registered for keeping explosives. No person shall keep any explosive except as provided by the Act. <box>148 530 276 582</box>
article-body: When the explosion occurred several men (Messrs. H. C. Tiomen, P. Scott, W. Wilkinson, and Collett) were standing at or very near Messrs. Benge and Pratt's shop door. They were hurled across the street and lay where they fell, as one eye-witness expressed it, "rolling and rocking." They were dazed, and it was minutes before they realised what had happened. <box>16 153 138 220</box>
article-body: (By Telegraph—Press Association.) Dunedin, March 28. The senior cricket matches brought to a conclusion yesterday in fine weather. Grange, who defeated Opoho, won the championship. <box>286 689 413 719</box>
article-body: On account of the recent bad weather in Sydney, the regular steamer is not expected until later in the week. <box>561 576 688 599</box>
column-7 <box>835 40 962 1050</box>
article-body: MOVEMENTS OF STEAMERS. WILLOCHRA, due from Sydney April 1. Leaves again on April 4 for Melbourne, via south. MOANA, due from Sydney April 7. <box>423 840 551 870</box>
section-subheading: (By Telegraph—Press Association.) Wanganui, March 28. <box>289 738 410 754</box>
divider <box>168 884 256 885</box>
section-heading: MISCELLANEOUS NOTES. <box>21 542 133 552</box>
section-heading: BILIOUS ATTACKS CURED. <box>291 912 408 922</box>
